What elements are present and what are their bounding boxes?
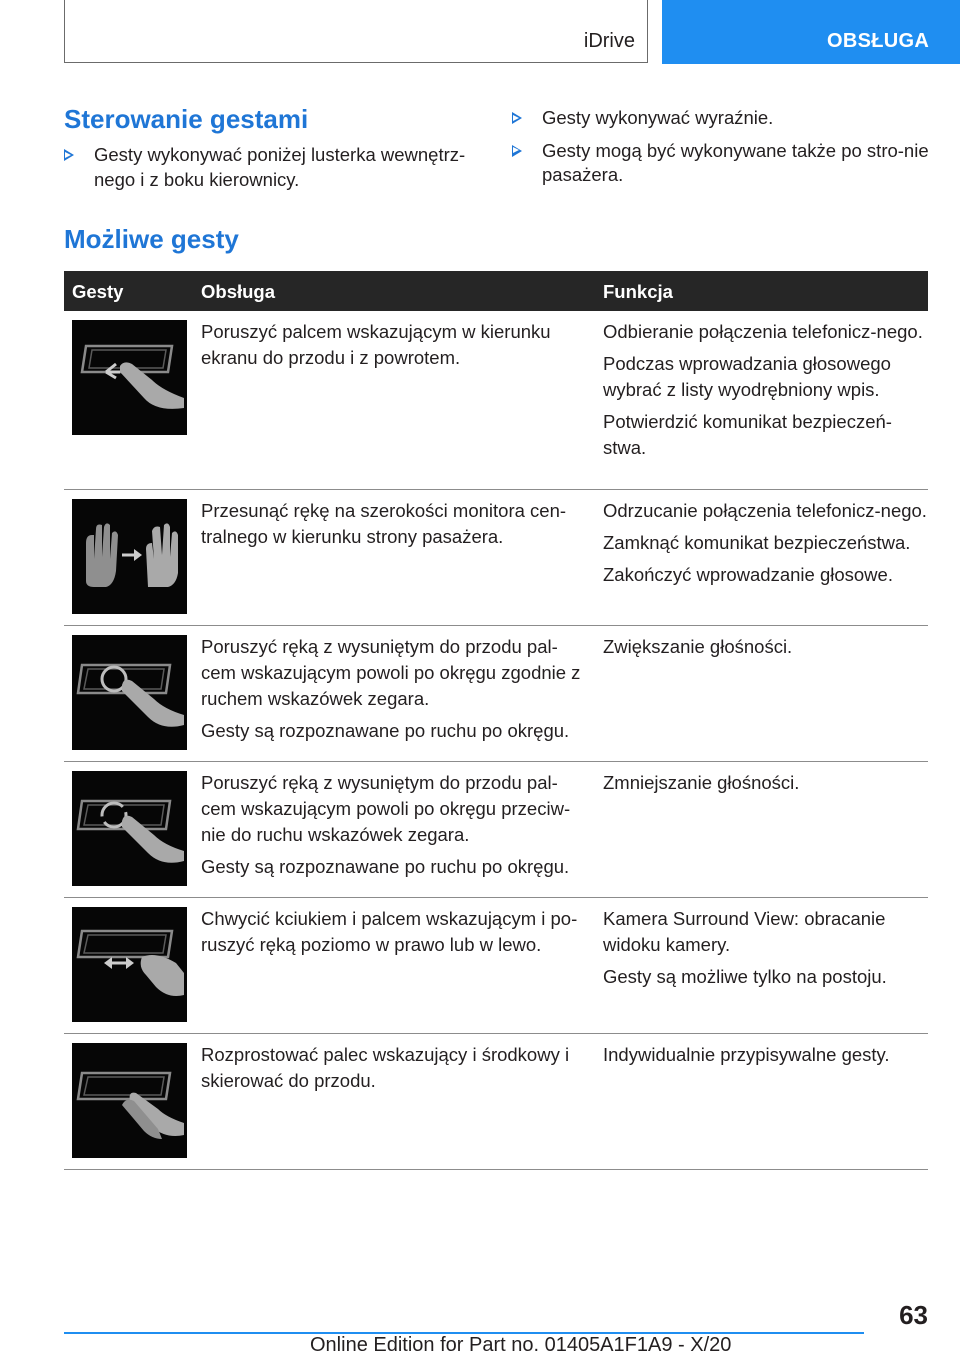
function-cell: Odrzucanie połączenia telefonicz-nego. Zamknąć komunikat bezpieczeństwa. Zakończyć wprowadzanie głosowe.: [603, 500, 927, 585]
bullet-triangle-icon: [64, 149, 74, 161]
table-row: [64, 762, 928, 898]
table-header: [64, 271, 928, 311]
header-chapter-box: [64, 0, 648, 63]
function-cell: Indywidualnie przypisywalne gesty.: [603, 1044, 890, 1065]
bullet-triangle-icon: [512, 112, 522, 124]
list-item: Gesty mogą być wykonywane także po stro-nie pasażera.: [512, 139, 932, 188]
intro-right-list: [512, 106, 932, 196]
circle-clockwise-icon: [72, 635, 187, 750]
operation-cell: Rozprostować palec wskazujący i środkowy i skierować do przodu.: [201, 1044, 570, 1091]
operation-cell: Chwycić kciukiem i palcem wskazującym i po-ruszyć ręką poziomo w prawo lub w lewo.: [201, 908, 578, 955]
point-forward-back-icon: [72, 320, 187, 435]
gestures-table: [64, 271, 928, 1170]
intro-left-list: [64, 143, 484, 200]
col-gestures: Gesty: [72, 281, 124, 302]
table-row: [64, 898, 928, 1034]
operation-cell: Poruszyć palcem wskazującym w kierunku ekranu do przodu i z powrotem.: [201, 321, 551, 368]
hand-swipe-icon: [72, 499, 187, 614]
function-cell: Odbieranie połączenia telefonicz-nego. Podczas wprowadzania głosowego wybrać z listy wyodrębniony wpis. Potwierdzić komunikat bezpieczeń-stwa.: [603, 321, 923, 458]
operation-cell: Przesunąć rękę na szerokości monitora cen-tralnego w kierunku strony pasażera.: [201, 500, 567, 547]
function-cell: Kamera Surround View: obracanie widoku kamery. Gesty są możliwe tylko na postoju.: [603, 908, 887, 987]
list-item: Gesty wykonywać wyraźnie.: [512, 106, 932, 131]
function-cell: Zmniejszanie głośności.: [603, 772, 800, 793]
page-number: 63: [899, 1300, 928, 1330]
two-finger-point-icon: [72, 1043, 187, 1158]
table-row: [64, 1034, 928, 1170]
col-operation: Obsługa: [201, 281, 276, 302]
table-row: [64, 490, 928, 626]
grab-rotate-icon: [72, 907, 187, 1022]
function-cell: Zwiększanie głośności.: [603, 636, 793, 657]
table-row: [64, 626, 928, 762]
operation-cell: Poruszyć ręką z wysuniętym do przodu pal-cem wskazującym powoli po okręgu przeciw-nie do ruchu wskazówek zegara. Gesty są rozpoznawane po ruchu po okręgu.: [201, 772, 571, 877]
section-tab: OBSŁUGA: [662, 0, 960, 64]
list-item: Gesty wykonywać poniżej lusterka wewnętrz-nego i z boku kierownicy.: [64, 143, 484, 192]
bullet-triangle-icon: [512, 145, 522, 157]
circle-counterclockwise-icon: [72, 771, 187, 886]
chapter-title: iDrive: [583, 30, 635, 52]
operation-cell: Poruszyć ręką z wysuniętym do przodu pal-cem wskazującym powoli po okręgu zgodnie z ruchem wskazówek zegara. Gesty są rozpoznawane po ruchu po okręgu.: [201, 636, 581, 741]
footer-edition: Online Edition for Part no. 01405A1F1A9 - X/20: [310, 1334, 732, 1356]
col-function: Funkcja: [603, 281, 673, 302]
heading-gesture-control: Sterowanie gestami: [64, 104, 309, 134]
heading-possible-gestures: Możliwe gesty: [64, 224, 239, 254]
table-row: [64, 311, 928, 490]
